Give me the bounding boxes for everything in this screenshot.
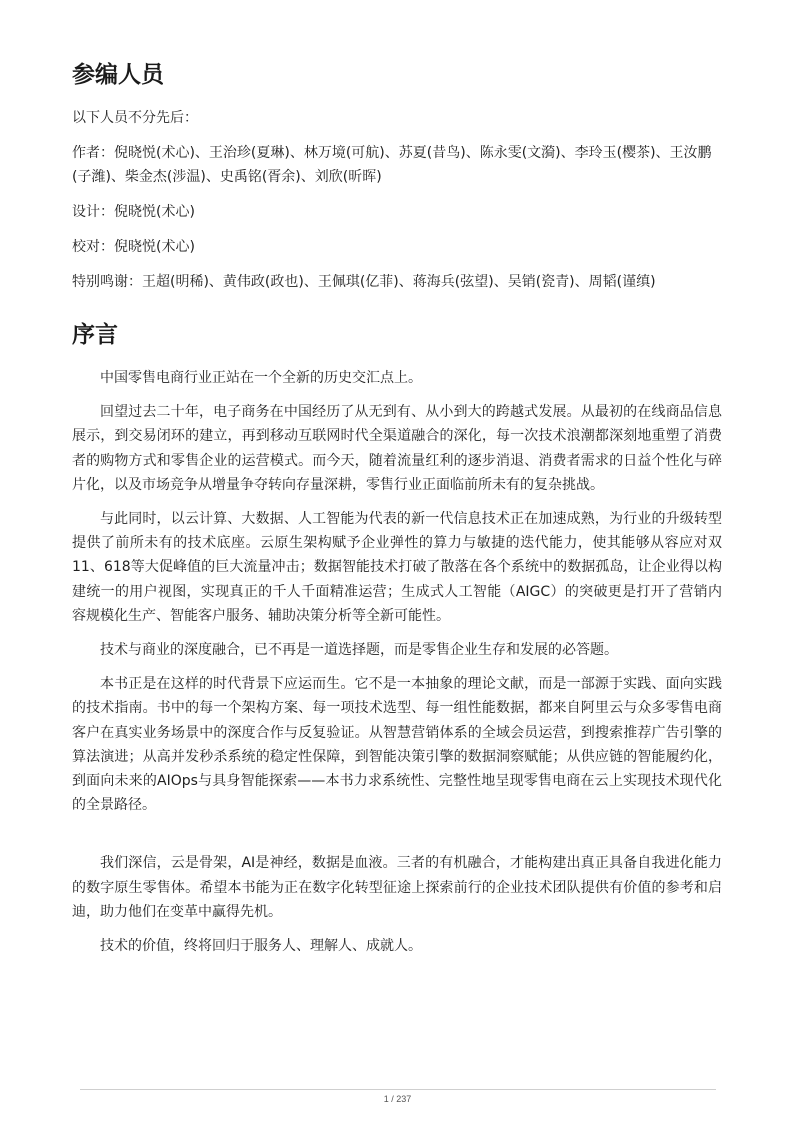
- contributors-title: 参编人员: [72, 62, 164, 88]
- preface-paragraph: 回望过去二十年，电子商务在中国经历了从无到有、从小到大的跨越式发展。从最初的在线商品信息展示，到交易闭环的建立，再到移动互联网时代全渠道融合的深化，每一次技术浪潮都深刻地重塑了消费者的购物方式和零售企业的运营模式。而今天，随着流量红利的逐步消退、消费者需求的日益个性化与碎片化，以及市场竞争从增量争夺转向存量深耕，零售行业正面临前所未有的复杂挑战。: [72, 404, 722, 493]
- preface-title: 序言: [72, 322, 118, 348]
- contributors-proofreading: 校对：倪晓悦(术心): [72, 239, 195, 255]
- preface-paragraph: 本书正是在这样的时代背景下应运而生。它不是一本抽象的理论文献，而是一部源于实践、面向实践的技术指南。书中的每一个架构方案、每一项技术选型、每一组性能数据，都来自阿里云与众多零售电商客户在真实业务场景中的深度合作与反复验证。从智慧营销体系的全域会员运营，到搜索推荐广告引擎的算法演进；从高并发秒杀系统的稳定性保障，到智能决策引擎的数据洞察赋能；从供应链的智能履约化，到面向未来的AIOps与具身智能探索——本书力求系统性、完整性地呈现零售电商在云上实现技术现代化的全景路径。: [72, 676, 722, 814]
- preface-paragraph: 中国零售电商行业正站在一个全新的历史交汇点上。: [100, 370, 422, 386]
- preface-paragraph: 与此同时，以云计算、大数据、人工智能为代表的新一代信息技术正在加速成熟，为行业的升级转型提供了前所未有的技术底座。云原生架构赋予企业弹性的算力与敏捷的迭代能力，使其能够从容应对双11、618等大促峰值的巨大流量冲击；数据智能技术打破了散落在各个系统中的数据孤岛，让企业得以构建统一的用户视图，实现真正的千人千面精准运营；生成式人工智能（AIGC）的突破更是打开了营销内容规模化生产、智能客户服务、辅助决策分析等全新可能性。: [72, 511, 722, 624]
- page-content: [72, 60, 722, 958]
- contributors-authors: 作者：倪晓悦(术心)、王治珍(夏琳)、林万境(可航)、苏夏(昔鸟)、陈永雯(文漪)、李玲玉(樱茶)、王汝鹏(子潍)、柴金杰(涉温)、史禹铭(胥余)、刘欣(昕晖): [72, 145, 712, 185]
- footer-divider: [80, 1089, 716, 1090]
- contributors-design: 设计：倪晓悦(术心): [72, 204, 195, 220]
- preface-paragraph: 技术的价值，终将回归于服务人、理解人、成就人。: [100, 938, 422, 955]
- page-number: 1 / 237: [383, 1094, 412, 1104]
- preface-paragraph: 技术与商业的深度融合，已不再是一道选择题，而是零售企业生存和发展的必答题。: [100, 642, 618, 659]
- contributors-thanks: 特别鸣谢：王超(明稀)、黄伟政(政也)、王佩琪(亿菲)、蒋海兵(弦望)、吴销(瓷青)、周韬(谨缜): [72, 274, 656, 290]
- preface-paragraph: 我们深信，云是骨架，AI是神经，数据是血液。三者的有机融合，才能构建出真正具备自我进化能力的数字原生零售体。希望本书能为正在数字化转型征途上探索前行的企业技术团队提供有价值的参考和启迪，助力他们在变革中赢得先机。: [72, 855, 722, 920]
- contributors-intro: 以下人员不分先后：: [72, 110, 198, 126]
